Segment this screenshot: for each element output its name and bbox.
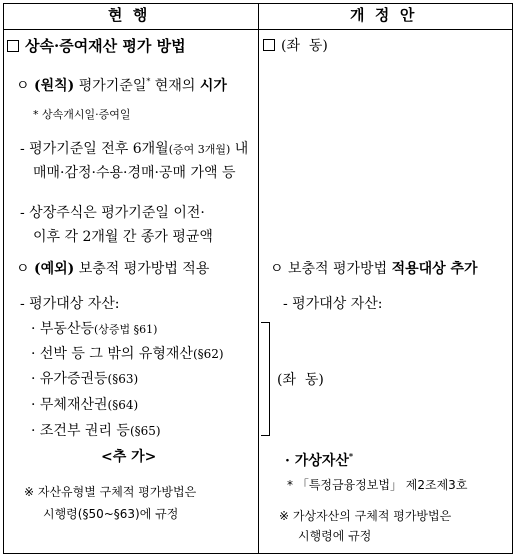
principle-text: 평가기준일 (78, 78, 147, 94)
right-supp-line (270, 262, 478, 276)
left-note-line1: ※ 자산유형별 구체적 평가방법은 (24, 485, 197, 499)
asset-label: · 유가증권등 (31, 371, 108, 387)
left-section-title (7, 39, 186, 54)
dash1-text-small: (증여 3개월) (168, 143, 231, 156)
supp-text: 보충적 평가방법 (287, 261, 392, 277)
exception-line (16, 262, 209, 276)
principle-mid: 현재의 (150, 78, 200, 94)
principle-line (16, 78, 227, 93)
principle-bold: 시가 (199, 78, 227, 94)
right-bracket-same: (좌 동) (277, 372, 324, 388)
left-section-title-text: 상속·증여재산 평가 방법 (25, 37, 186, 55)
asset-label: · 선박 등 그 밖의 유형재산 (31, 346, 193, 362)
supp-bold: 적용대상 추가 (391, 261, 478, 277)
dash1-line2: 매매·감정·수용·경매·공매 가액 등 (33, 165, 236, 181)
right-assets-title: - 평가대상 자산: (283, 296, 383, 312)
right-section-same-text: (좌 동) (281, 38, 328, 54)
bracket-shape (261, 322, 270, 436)
asset-label: · 조건부 권리 등 (31, 423, 130, 439)
asset-item (31, 347, 224, 361)
exception-text: 보충적 평가방법 적용 (74, 261, 210, 277)
virtual-star: * (348, 451, 354, 461)
virtual-asset-line (285, 452, 353, 468)
supp-bullet: ㅇ (270, 261, 288, 277)
asset-ref: (§65) (129, 424, 161, 438)
header-revised: 개 정 안 (350, 6, 415, 24)
principle-label: (원칙) (33, 78, 75, 94)
exception-label: (예외) (33, 261, 75, 277)
left-assets-title: - 평가대상 자산: (20, 296, 120, 312)
asset-ref: (§63) (107, 372, 139, 386)
asset-label: · 부동산등 (31, 321, 94, 337)
dash2-line1: - 상장주식은 평가기준일 이전· (20, 205, 205, 221)
asset-item (31, 322, 157, 336)
virtual-note: * 「특정금융정보법」 제2조제3호 (287, 478, 468, 492)
asset-ref: (상증법 §61) (94, 323, 158, 336)
added-label: <추 가> (101, 449, 157, 465)
right-note-line2: 시행령에 규정 (298, 529, 372, 543)
asset-label: · 무체재산권 (31, 397, 108, 413)
dash1-line1 (20, 142, 248, 156)
principle-bullet: ㅇ (16, 78, 34, 94)
right-section-same (263, 39, 328, 53)
asset-item (31, 424, 161, 438)
checkbox-icon (7, 40, 19, 52)
exception-bullet: ㅇ (16, 261, 34, 277)
principle-note: * 상속개시일·증여일 (33, 108, 131, 121)
virtual-asset: · 가상자산 (285, 453, 349, 469)
checkbox-icon (263, 39, 275, 51)
dash1-text-a: - 평가기준일 전후 6개월 (20, 141, 169, 157)
left-note-line2: 시행령(§50~§63)에 규정 (43, 507, 179, 521)
principle-star: * (146, 77, 151, 86)
dash1-text-b: 내 (230, 141, 249, 157)
header-current: 현 행 (108, 6, 148, 24)
asset-item (31, 372, 138, 386)
asset-ref: (§64) (107, 398, 139, 412)
asset-item (31, 398, 138, 412)
right-note-line1: ※ 가상자산의 구체적 평가방법은 (279, 509, 452, 523)
column-divider (258, 3, 259, 554)
dash2-line2: 이후 각 2개월 간 종가 평균액 (33, 229, 213, 245)
asset-ref: (§62) (192, 347, 224, 361)
